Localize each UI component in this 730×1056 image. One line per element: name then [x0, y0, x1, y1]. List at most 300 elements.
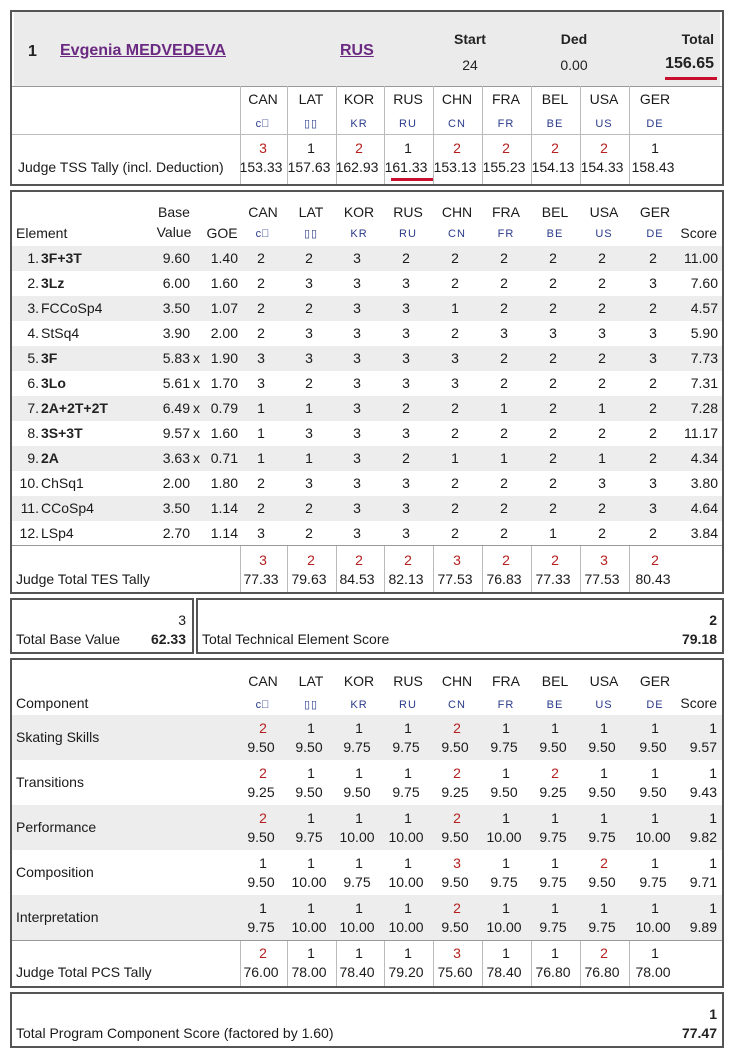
judge-goe-mark: 3: [353, 400, 361, 416]
component-score-rank: 1: [709, 765, 717, 781]
component-judge-mark: 9.50: [539, 739, 567, 755]
grid-line: [433, 941, 434, 986]
judge-goe-mark: 2: [451, 475, 459, 491]
component-judge-rank: 1: [307, 855, 315, 871]
element-name: 3F: [41, 350, 58, 366]
element-score: 4.57: [690, 300, 718, 316]
tss-rank: 2: [551, 140, 559, 156]
ded-value: 0.00: [560, 57, 588, 73]
judge-goe-mark: 3: [257, 375, 265, 391]
component-judge-mark: 9.75: [392, 784, 420, 800]
judge-goe-mark: 2: [649, 300, 657, 316]
judge-goe-mark: 2: [305, 300, 313, 316]
component-score: 9.71: [689, 874, 717, 890]
judge-goe-mark: 3: [598, 325, 606, 341]
judge-goe-mark: 2: [649, 375, 657, 391]
rank-number: 1: [28, 43, 37, 60]
grid-line: [336, 941, 337, 986]
tss-rank: 2: [355, 140, 363, 156]
component-name: Skating Skills: [16, 729, 100, 745]
grid-line: [665, 77, 717, 80]
judge-goe-mark: 3: [402, 375, 410, 391]
component-judge-rank: 1: [404, 765, 412, 781]
component-judge-mark: 9.25: [539, 784, 567, 800]
base-label: Total Base Value: [16, 631, 121, 647]
judge-country-usa: USA: [589, 204, 619, 220]
judge-goe-mark: 3: [402, 500, 410, 516]
judge-goe-mark: 2: [451, 500, 459, 516]
grid-line: [287, 941, 288, 986]
judge-goe-mark: 3: [353, 525, 361, 541]
tes-value: 76.83: [486, 571, 522, 587]
tss-rank: 3: [259, 140, 267, 156]
judge-goe-mark: 1: [598, 450, 606, 466]
judge-goe-mark: 3: [649, 350, 657, 366]
judge-goe-mark: 2: [500, 350, 508, 366]
judge-country-usa: USA: [589, 673, 619, 689]
judge-country-rus: RUS: [393, 673, 423, 689]
judge-goe-mark: 3: [402, 350, 410, 366]
component-judge-mark: 9.50: [490, 784, 518, 800]
judge-country-kor: KOR: [343, 673, 375, 689]
element-goe: 1.14: [210, 500, 238, 516]
component-judge-rank: 1: [651, 810, 659, 826]
judge-goe-mark: 2: [500, 525, 508, 541]
element-base-value: 2.70: [162, 525, 190, 541]
component-judge-mark: 9.75: [588, 919, 616, 935]
grid-line: [384, 546, 385, 592]
judge-goe-mark: 2: [649, 400, 657, 416]
judge-code-kor: KR: [350, 699, 368, 711]
tes-tally-label: Judge Total TES Tally: [16, 571, 150, 587]
row-stripe: [12, 496, 722, 521]
component-judge-mark: 9.25: [441, 784, 469, 800]
component-score: 9.57: [689, 739, 717, 755]
component-judge-rank: 1: [502, 720, 510, 736]
component-judge-mark: 9.50: [295, 739, 323, 755]
element-number: 1.: [27, 250, 39, 266]
element-name: 3Lo: [41, 375, 66, 391]
component-column-header: Component: [16, 695, 89, 711]
tes-value: 77.33: [243, 571, 279, 587]
judge-goe-mark: 2: [649, 425, 657, 441]
pcs-rank: 1: [307, 945, 315, 961]
component-judge-rank: 1: [551, 855, 559, 871]
element-goe: 1.90: [210, 350, 238, 366]
judge-code-bel: BE: [546, 228, 564, 240]
tes-rank: 2: [651, 552, 659, 568]
component-judge-rank: 1: [651, 765, 659, 781]
element-name: 2A: [41, 450, 59, 466]
element-goe: 1.60: [210, 275, 238, 291]
element-base-value: 3.50: [162, 300, 190, 316]
pcs-rank: 2: [259, 945, 267, 961]
pcs-rank: 1: [355, 945, 363, 961]
judge-goe-mark: 2: [649, 450, 657, 466]
tss-rank: 2: [453, 140, 461, 156]
component-judge-mark: 10.00: [486, 919, 522, 935]
total-label: Total: [681, 31, 714, 47]
judge-goe-mark: 2: [451, 400, 459, 416]
judge-goe-mark: 3: [353, 500, 361, 516]
component-judge-mark: 9.50: [588, 739, 616, 755]
judge-goe-mark: 3: [353, 450, 361, 466]
pcs-value: 78.00: [635, 964, 671, 980]
element-name: 3F+3T: [41, 250, 82, 266]
element-number: 2.: [27, 275, 39, 291]
judge-goe-mark: 1: [451, 450, 459, 466]
judge-country-bel: BEL: [541, 204, 569, 220]
judge-country-kor: KOR: [343, 204, 375, 220]
judge-goe-mark: 2: [257, 475, 265, 491]
judge-goe-mark: 2: [598, 500, 606, 516]
judge-goe-mark: 2: [451, 250, 459, 266]
element-bonus-x: x: [193, 450, 200, 466]
element-number: 11.: [20, 500, 39, 516]
start-label: Start: [454, 31, 486, 47]
tes-rank: 3: [259, 552, 267, 568]
component-judge-rank: 1: [651, 855, 659, 871]
element-name: CCoSp4: [41, 500, 94, 516]
component-judge-mark: 9.50: [247, 874, 275, 890]
element-number: 6.: [27, 375, 39, 391]
component-judge-rank: 1: [404, 810, 412, 826]
component-judge-mark: 9.75: [539, 829, 567, 845]
component-judge-mark: 9.50: [588, 784, 616, 800]
component-judge-mark: 9.75: [539, 919, 567, 935]
judge-country-lat: LAT: [298, 204, 324, 220]
judge-code-kor: KR: [350, 228, 368, 240]
component-name: Performance: [16, 819, 97, 835]
component-judge-mark: 10.00: [388, 829, 424, 845]
element-name: ChSq1: [41, 475, 84, 491]
element-score: 3.80: [690, 475, 718, 491]
component-judge-rank: 2: [259, 765, 267, 781]
element-goe: 0.79: [210, 400, 238, 416]
component-judge-rank: 1: [600, 810, 608, 826]
grid-line: [629, 941, 630, 986]
pcs-total-value: 77.47: [681, 1025, 717, 1041]
tss-rank: 1: [651, 140, 659, 156]
component-name: Composition: [16, 864, 94, 880]
tes-rank: 2: [502, 552, 510, 568]
judge-country-rus: RUS: [393, 204, 423, 220]
component-judge-mark: 9.50: [343, 784, 371, 800]
judge-code-usa: US: [595, 699, 613, 711]
component-judge-rank: 1: [307, 810, 315, 826]
component-judge-mark: 9.50: [588, 874, 616, 890]
judge-code-usa: US: [595, 228, 613, 240]
component-judge-mark: 9.75: [343, 739, 371, 755]
judge-code-chn: CN: [448, 118, 466, 130]
pcs-rank: 1: [502, 945, 510, 961]
pcs-total-rank: 1: [709, 1006, 717, 1022]
element-score: 7.73: [690, 350, 718, 366]
element-base-value: 6.49: [162, 400, 190, 416]
row-stripe: [12, 246, 722, 271]
element-score: 4.64: [690, 500, 718, 516]
element-base-header-1: Base: [158, 204, 190, 220]
judge-code-rus: RU: [399, 699, 417, 711]
start-value: 24: [462, 57, 478, 73]
judge-goe-mark: 2: [549, 350, 557, 366]
component-judge-rank: 2: [259, 720, 267, 736]
judge-goe-mark: 2: [500, 475, 508, 491]
grid-line: [482, 941, 483, 986]
goe-column-header: GOE: [206, 225, 238, 241]
element-score: 5.90: [690, 325, 718, 341]
judge-goe-mark: 2: [500, 425, 508, 441]
element-number: 3.: [27, 300, 39, 316]
element-score: 7.28: [690, 400, 718, 416]
component-judge-rank: 2: [453, 765, 461, 781]
element-bonus-x: x: [193, 375, 200, 391]
element-score: 11.17: [684, 425, 718, 441]
component-judge-rank: 1: [502, 810, 510, 826]
tes-value: 82.13: [388, 571, 424, 587]
tss-label: Judge TSS Tally (incl. Deduction): [18, 159, 224, 175]
judge-goe-mark: 2: [549, 500, 557, 516]
judge-goe-mark: 2: [598, 275, 606, 291]
element-number: 7.: [27, 400, 39, 416]
judge-code-bel: BE: [546, 118, 564, 130]
component-judge-mark: 9.50: [441, 739, 469, 755]
component-judge-rank: 1: [259, 900, 267, 916]
judge-code-ger: DE: [646, 699, 664, 711]
component-name: Interpretation: [16, 909, 99, 925]
component-judge-mark: 9.50: [639, 784, 667, 800]
ded-label: Ded: [560, 31, 588, 47]
component-judge-mark: 9.50: [247, 829, 275, 845]
component-judge-rank: 1: [551, 810, 559, 826]
judge-goe-mark: 3: [353, 375, 361, 391]
element-base-value: 9.57: [162, 425, 190, 441]
judge-goe-mark: 2: [305, 250, 313, 266]
element-number: 12.: [19, 525, 39, 541]
element-goe: 1.14: [210, 525, 238, 541]
tes-rank: 2: [551, 552, 559, 568]
judge-goe-mark: 2: [549, 250, 557, 266]
component-judge-mark: 10.00: [388, 874, 424, 890]
judge-code-chn: CN: [448, 228, 466, 240]
judge-goe-mark: 3: [402, 300, 410, 316]
judge-goe-mark: 3: [353, 275, 361, 291]
component-judge-rank: 1: [502, 900, 510, 916]
component-judge-mark: 9.75: [295, 829, 323, 845]
judge-country-rus: RUS: [393, 91, 423, 107]
component-judge-mark: 10.00: [635, 829, 671, 845]
judge-goe-mark: 3: [649, 500, 657, 516]
component-judge-rank: 1: [551, 900, 559, 916]
element-goe: 0.71: [210, 450, 238, 466]
total-value: 156.65: [665, 55, 714, 72]
grid-line: [336, 546, 337, 592]
tes-value: 77.33: [535, 571, 571, 587]
row-stripe: [12, 296, 722, 321]
element-goe: 1.80: [210, 475, 238, 491]
judge-goe-mark: 2: [257, 500, 265, 516]
component-judge-mark: 9.75: [639, 874, 667, 890]
grid-line: [629, 86, 630, 184]
element-name: 3Lz: [41, 275, 65, 291]
component-judge-rank: 1: [651, 900, 659, 916]
judge-goe-mark: 3: [402, 525, 410, 541]
tes-value: 79.18: [681, 631, 717, 647]
pcs-value: 79.20: [388, 964, 424, 980]
judge-goe-mark: 1: [500, 400, 508, 416]
grid-line: [629, 546, 630, 592]
component-judge-mark: 10.00: [486, 829, 522, 845]
judge-goe-mark: 1: [500, 450, 508, 466]
component-judge-mark: 9.50: [441, 874, 469, 890]
component-judge-rank: 1: [502, 855, 510, 871]
grid-line: [12, 134, 722, 135]
component-judge-rank: 1: [355, 720, 363, 736]
judge-goe-mark: 3: [649, 275, 657, 291]
judge-goe-mark: 3: [402, 325, 410, 341]
nation-link[interactable]: RUS: [340, 42, 374, 59]
tes-rank: 3: [600, 552, 608, 568]
component-judge-mark: 9.75: [588, 829, 616, 845]
element-base-value: 6.00: [162, 275, 190, 291]
judge-goe-mark: 2: [257, 325, 265, 341]
judge-code-lat: ▯▯: [303, 699, 319, 711]
grid-line: [240, 546, 241, 592]
tss-rank: 2: [600, 140, 608, 156]
component-judge-rank: 1: [404, 900, 412, 916]
component-judge-mark: 9.75: [343, 874, 371, 890]
element-base-value: 2.00: [162, 475, 190, 491]
element-base-value: 3.90: [162, 325, 190, 341]
tss-value: 155.23: [482, 159, 526, 175]
judge-goe-mark: 2: [549, 275, 557, 291]
judge-goe-mark: 2: [500, 500, 508, 516]
judge-country-can: CAN: [248, 91, 278, 107]
tes-rank: 2: [404, 552, 412, 568]
skater-name-link[interactable]: Evgenia MEDVEDEVA: [60, 42, 226, 59]
judge-goe-mark: 3: [353, 300, 361, 316]
judge-goe-mark: 2: [549, 450, 557, 466]
judge-goe-mark: 3: [353, 475, 361, 491]
tss-value: 153.33: [239, 159, 283, 175]
judge-code-rus: RU: [399, 118, 417, 130]
row-stripe: [12, 446, 722, 471]
judge-goe-mark: 2: [305, 375, 313, 391]
tes-rank: 2: [307, 552, 315, 568]
component-judge-rank: 1: [259, 855, 267, 871]
tes-rank: 2: [355, 552, 363, 568]
pcs-rank: 2: [600, 945, 608, 961]
component-name: Transitions: [16, 774, 84, 790]
judge-goe-mark: 3: [353, 250, 361, 266]
judge-goe-mark: 3: [598, 475, 606, 491]
judge-code-fra: FR: [497, 699, 515, 711]
pcs-value: 76.00: [243, 964, 279, 980]
tss-value: 161.33: [384, 159, 428, 175]
element-base-value: 5.83: [162, 350, 190, 366]
component-judge-mark: 9.75: [247, 919, 275, 935]
judge-goe-mark: 2: [598, 425, 606, 441]
judge-country-kor: KOR: [343, 91, 375, 107]
grid-line: [12, 940, 722, 941]
judge-goe-mark: 1: [305, 400, 313, 416]
judge-goe-mark: 3: [353, 350, 361, 366]
component-judge-rank: 1: [600, 900, 608, 916]
component-judge-mark: 9.50: [639, 739, 667, 755]
judge-goe-mark: 2: [257, 275, 265, 291]
tes-label: Total Technical Element Score: [202, 631, 390, 647]
judge-goe-mark: 2: [649, 250, 657, 266]
judge-country-chn: CHN: [441, 204, 473, 220]
component-judge-mark: 10.00: [635, 919, 671, 935]
judge-goe-mark: 3: [353, 425, 361, 441]
pcs-value: 78.00: [291, 964, 327, 980]
judge-goe-mark: 3: [257, 525, 265, 541]
judge-goe-mark: 3: [305, 350, 313, 366]
judge-goe-mark: 3: [549, 325, 557, 341]
component-judge-rank: 2: [453, 810, 461, 826]
element-name: FCCoSp4: [41, 300, 103, 316]
judge-goe-mark: 2: [451, 275, 459, 291]
element-bonus-x: x: [193, 425, 200, 441]
element-base-value: 3.50: [162, 500, 190, 516]
grid-line: [580, 546, 581, 592]
pcs-value: 78.40: [339, 964, 375, 980]
base-value: 62.33: [150, 631, 186, 647]
judge-goe-mark: 2: [257, 300, 265, 316]
pcs-rank: 1: [551, 945, 559, 961]
judge-goe-mark: 2: [649, 525, 657, 541]
grid-line: [433, 546, 434, 592]
component-judge-mark: 9.50: [295, 784, 323, 800]
element-goe: 1.70: [210, 375, 238, 391]
component-judge-rank: 1: [355, 765, 363, 781]
judge-country-bel: BEL: [541, 673, 569, 689]
judge-goe-mark: 2: [451, 525, 459, 541]
judge-country-can: CAN: [248, 673, 278, 689]
element-goe: 2.00: [210, 325, 238, 341]
judge-goe-mark: 3: [305, 425, 313, 441]
component-score-rank: 1: [709, 720, 717, 736]
element-name: StSq4: [41, 325, 80, 341]
component-judge-rank: 1: [502, 765, 510, 781]
judge-goe-mark: 3: [451, 375, 459, 391]
judge-code-ger: DE: [646, 118, 664, 130]
row-stripe: [12, 346, 722, 371]
tes-value: 77.53: [584, 571, 620, 587]
component-judge-rank: 1: [404, 855, 412, 871]
judge-goe-mark: 2: [305, 525, 313, 541]
component-score-header: Score: [680, 695, 717, 711]
component-judge-mark: 10.00: [291, 919, 327, 935]
tss-value: 154.13: [531, 159, 575, 175]
judge-code-lat: ▯▯: [303, 118, 319, 130]
component-judge-rank: 1: [651, 720, 659, 736]
judge-goe-mark: 2: [305, 500, 313, 516]
judge-goe-mark: 2: [257, 250, 265, 266]
judge-goe-mark: 2: [402, 400, 410, 416]
judge-goe-mark: 2: [598, 375, 606, 391]
component-judge-mark: 10.00: [291, 874, 327, 890]
judge-goe-mark: 2: [549, 300, 557, 316]
pcs-value: 78.40: [486, 964, 522, 980]
pcs-value: 75.60: [437, 964, 473, 980]
tes-value: 79.63: [291, 571, 327, 587]
pcs-rank: 3: [453, 945, 461, 961]
component-judge-mark: 9.50: [441, 829, 469, 845]
component-judge-mark: 9.25: [247, 784, 275, 800]
judge-goe-mark: 3: [402, 425, 410, 441]
